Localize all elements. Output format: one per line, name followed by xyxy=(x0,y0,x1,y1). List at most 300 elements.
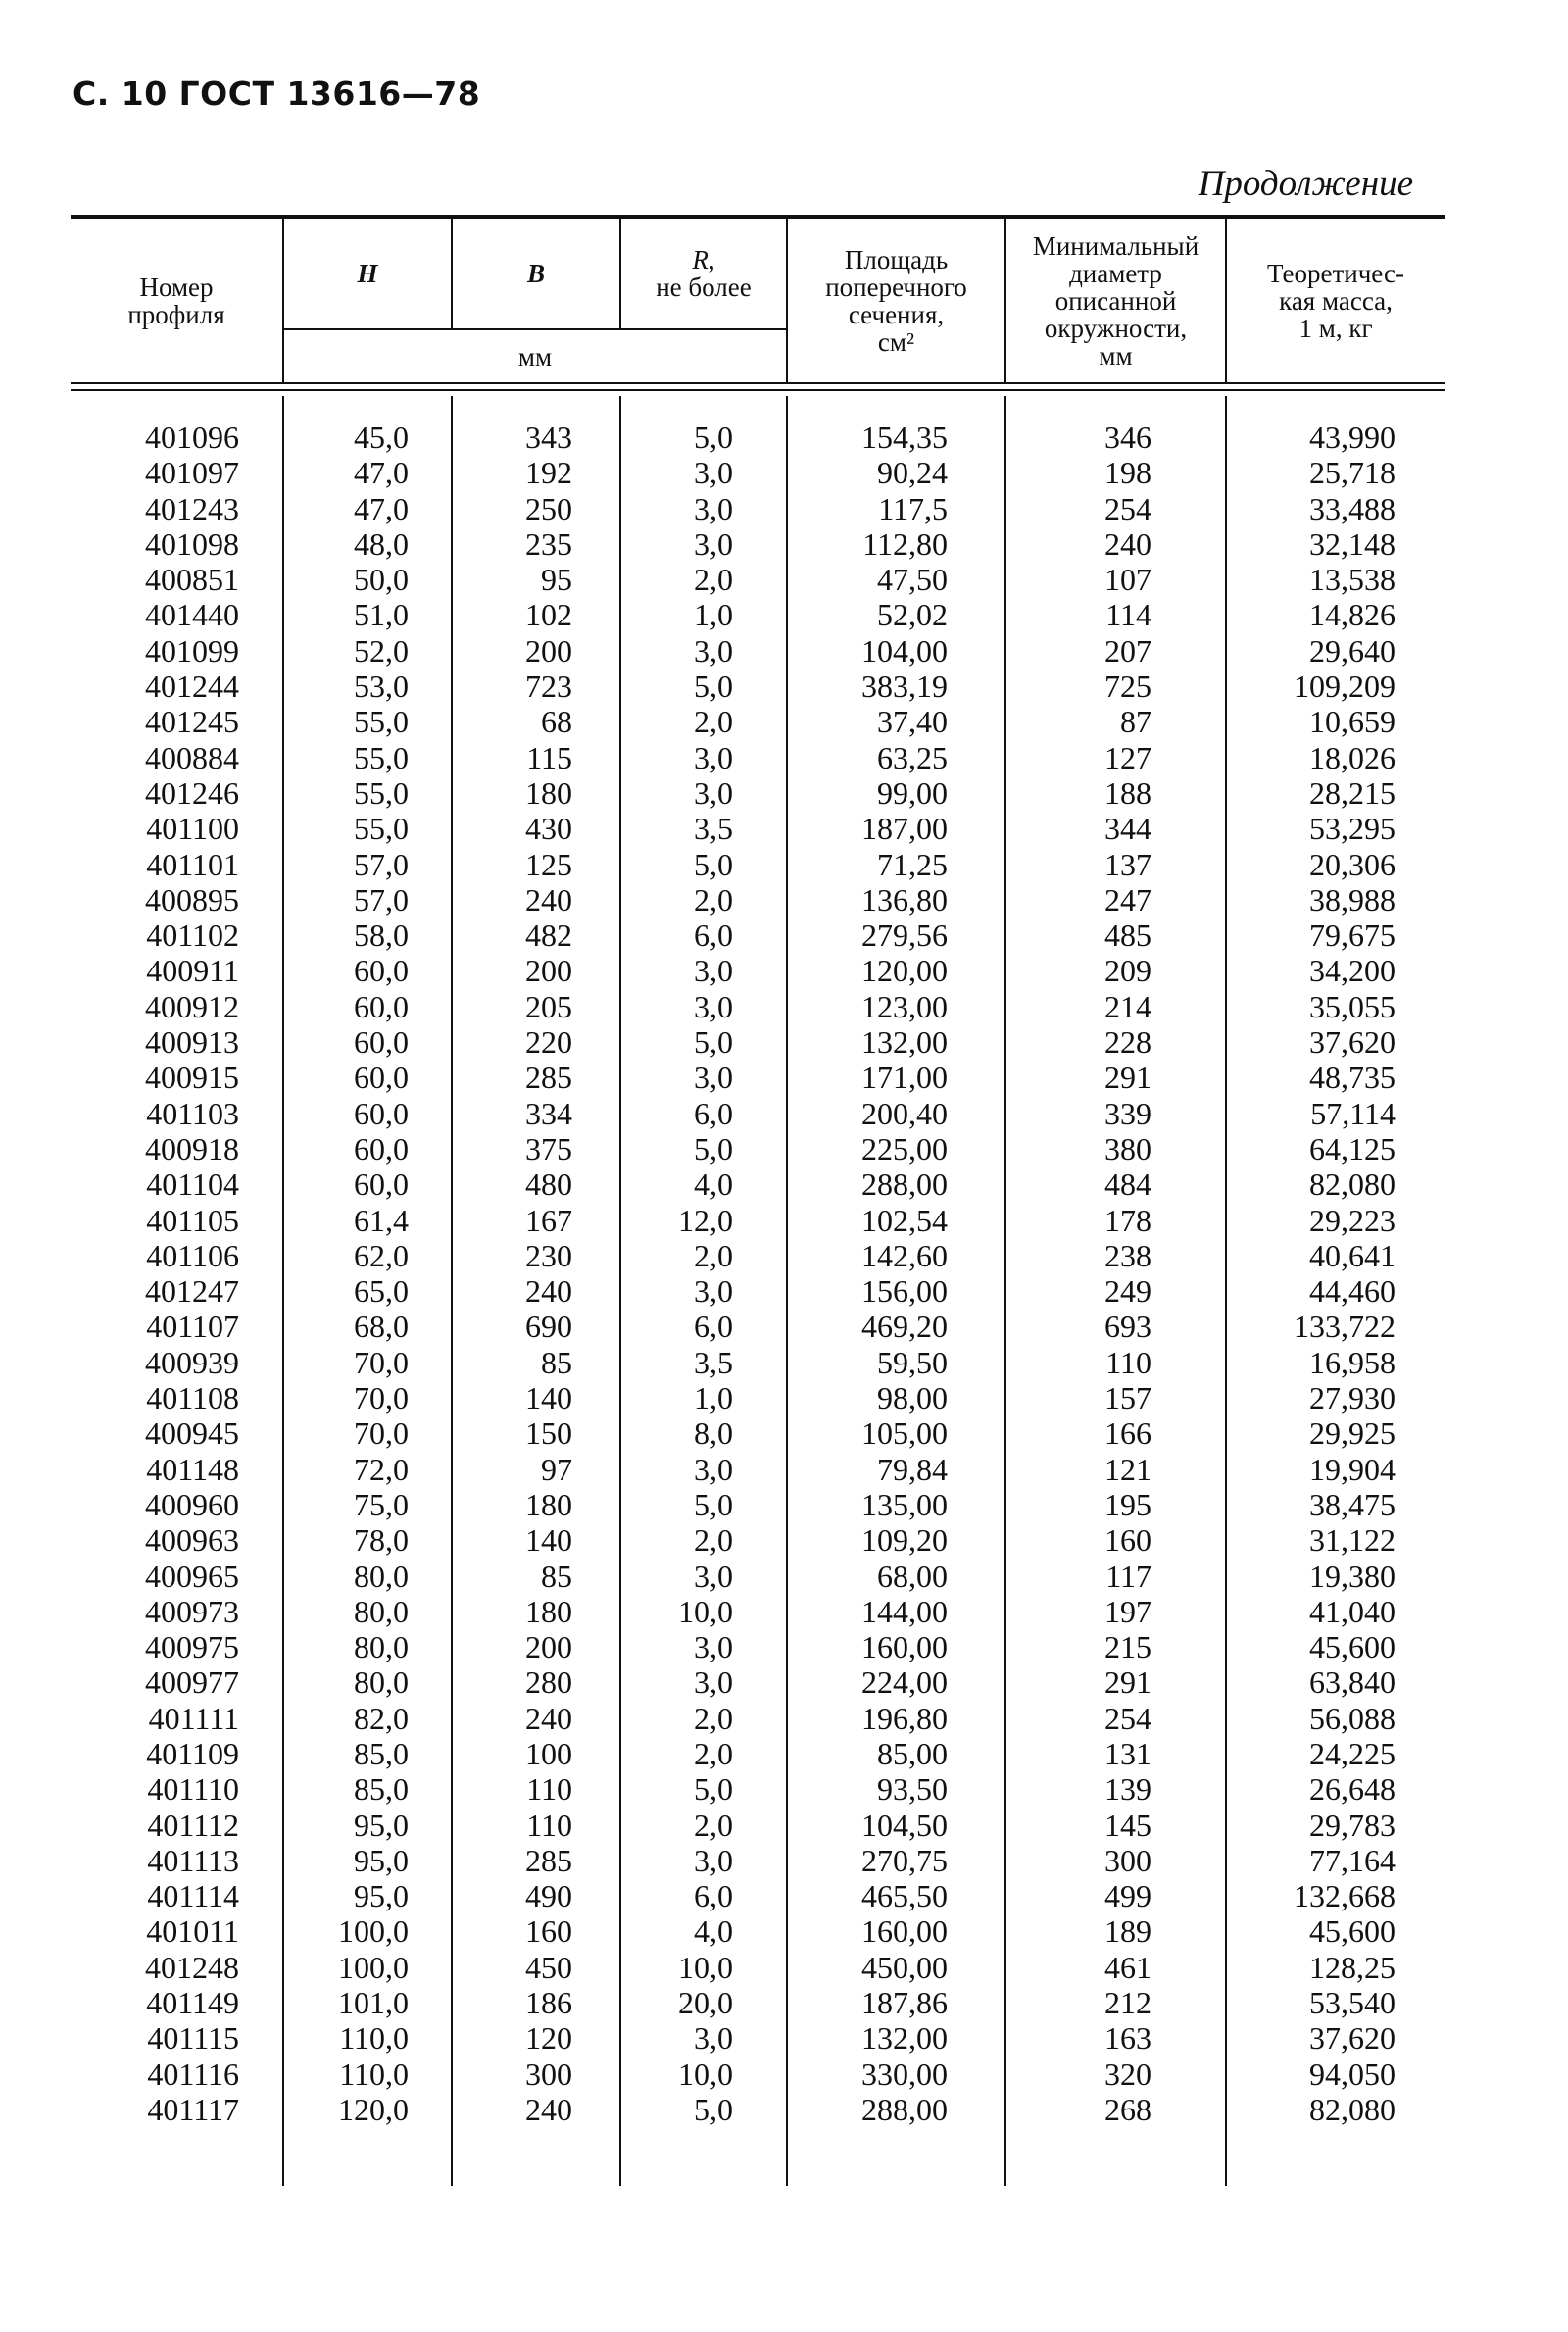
b-value: 115 xyxy=(526,739,572,775)
r-value: 5,0 xyxy=(694,1486,733,1522)
area-value: 136,80 xyxy=(861,881,948,918)
table-row xyxy=(71,2092,1445,2127)
mass-value: 45,600 xyxy=(1309,1913,1396,1950)
profile-number: 400911 xyxy=(146,953,239,989)
r-value: 12,0 xyxy=(678,1202,733,1238)
diameter-value: 484 xyxy=(1104,1166,1152,1203)
area-value: 79,84 xyxy=(877,1451,948,1487)
mass-value: 28,215 xyxy=(1309,774,1396,811)
area-value: 196,80 xyxy=(861,1700,948,1736)
area-value: 171,00 xyxy=(861,1060,948,1096)
h-value: 80,0 xyxy=(354,1664,409,1701)
h-value: 68,0 xyxy=(354,1309,409,1345)
table-row xyxy=(71,526,1445,562)
mass-value: 38,475 xyxy=(1309,1486,1396,1522)
table-row xyxy=(71,740,1445,775)
mass-value: 132,668 xyxy=(1294,1878,1396,1914)
profile-number: 400977 xyxy=(145,1664,239,1701)
mass-value: 56,088 xyxy=(1309,1700,1396,1736)
table-row xyxy=(71,918,1445,953)
diameter-value: 166 xyxy=(1104,1415,1152,1452)
b-value: 68 xyxy=(541,704,572,740)
area-value: 450,00 xyxy=(861,1949,948,1985)
b-value: 280 xyxy=(525,1664,572,1701)
diameter-value: 110 xyxy=(1105,1344,1152,1380)
profile-number: 400945 xyxy=(145,1415,239,1452)
diameter-value: 117 xyxy=(1105,1558,1152,1594)
r-value: 3,0 xyxy=(694,988,733,1024)
area-value: 104,50 xyxy=(861,1807,948,1843)
mass-value: 26,648 xyxy=(1309,1771,1396,1808)
mass-value: 14,826 xyxy=(1309,597,1396,633)
b-value: 285 xyxy=(525,1060,572,1096)
diameter-value: 157 xyxy=(1104,1380,1152,1416)
diameter-value: 254 xyxy=(1104,490,1152,526)
h-value: 60,0 xyxy=(354,988,409,1024)
b-value: 285 xyxy=(525,1842,572,1878)
area-value: 142,60 xyxy=(861,1237,948,1273)
b-value: 343 xyxy=(525,420,572,455)
diameter-value: 380 xyxy=(1104,1130,1152,1166)
mass-value: 37,620 xyxy=(1309,2020,1396,2057)
mass-value: 35,055 xyxy=(1309,988,1396,1024)
b-value: 480 xyxy=(525,1166,572,1203)
mass-value: 94,050 xyxy=(1309,2056,1396,2092)
table-row xyxy=(71,1629,1445,1664)
area-value: 154,35 xyxy=(861,420,948,455)
h-value: 95,0 xyxy=(354,1878,409,1914)
area-value: 120,00 xyxy=(861,953,948,989)
b-value: 180 xyxy=(525,1593,572,1629)
header-unit: мм xyxy=(517,341,553,372)
b-value: 482 xyxy=(525,918,572,954)
area-value: 187,86 xyxy=(861,1985,948,2021)
r-value: 6,0 xyxy=(694,1878,733,1914)
header-area: Площадь поперечного сечения, см² xyxy=(825,244,967,357)
h-value: 47,0 xyxy=(354,455,409,491)
diameter-value: 291 xyxy=(1104,1060,1152,1096)
diameter-value: 215 xyxy=(1104,1629,1152,1665)
profile-number: 401099 xyxy=(145,632,239,669)
diameter-value: 499 xyxy=(1104,1878,1152,1914)
diameter-value: 121 xyxy=(1104,1451,1152,1487)
b-value: 240 xyxy=(525,881,572,918)
profile-number: 400913 xyxy=(145,1024,239,1061)
r-value: 4,0 xyxy=(694,1913,733,1950)
r-value: 2,0 xyxy=(694,562,733,598)
table-row xyxy=(71,775,1445,811)
table-row xyxy=(71,1878,1445,1913)
mass-value: 29,640 xyxy=(1309,632,1396,669)
mass-value: 24,225 xyxy=(1309,1735,1396,1771)
diameter-value: 320 xyxy=(1104,2056,1152,2092)
header-r: R, не более xyxy=(656,245,752,302)
mass-value: 48,735 xyxy=(1309,1060,1396,1096)
h-value: 100,0 xyxy=(338,1913,409,1950)
b-value: 192 xyxy=(525,455,572,491)
area-value: 90,24 xyxy=(877,455,948,491)
mass-value: 10,659 xyxy=(1309,704,1396,740)
h-value: 65,0 xyxy=(354,1273,409,1310)
r-value: 3,0 xyxy=(694,1273,733,1310)
table-row xyxy=(71,1487,1445,1522)
profile-number: 401103 xyxy=(146,1095,239,1131)
table-row xyxy=(71,811,1445,846)
b-value: 200 xyxy=(525,1629,572,1665)
r-value: 1,0 xyxy=(694,597,733,633)
table-row xyxy=(71,633,1445,669)
h-value: 75,0 xyxy=(354,1486,409,1522)
profile-number: 401098 xyxy=(145,525,239,562)
b-value: 230 xyxy=(525,1237,572,1273)
r-value: 5,0 xyxy=(694,846,733,882)
b-value: 85 xyxy=(541,1558,572,1594)
b-value: 150 xyxy=(525,1415,572,1452)
area-value: 288,00 xyxy=(861,2091,948,2127)
r-value: 5,0 xyxy=(694,2091,733,2127)
profile-number: 401112 xyxy=(147,1807,239,1843)
b-value: 690 xyxy=(525,1309,572,1345)
profile-number: 400915 xyxy=(145,1060,239,1096)
profile-number: 401149 xyxy=(146,1985,239,2021)
profile-number: 401246 xyxy=(145,774,239,811)
h-value: 70,0 xyxy=(354,1380,409,1416)
profile-number: 401148 xyxy=(146,1451,239,1487)
profile-number: 401104 xyxy=(146,1166,239,1203)
table-row xyxy=(71,882,1445,918)
r-value: 5,0 xyxy=(694,420,733,455)
r-value: 2,0 xyxy=(694,1237,733,1273)
b-value: 250 xyxy=(525,490,572,526)
r-value: 8,0 xyxy=(694,1415,733,1452)
area-value: 144,00 xyxy=(861,1593,948,1629)
mass-value: 32,148 xyxy=(1309,525,1396,562)
area-value: 132,00 xyxy=(861,1024,948,1061)
r-value: 3,0 xyxy=(694,953,733,989)
b-value: 100 xyxy=(525,1735,572,1771)
diameter-value: 163 xyxy=(1104,2020,1152,2057)
h-value: 110,0 xyxy=(339,2020,409,2057)
b-value: 85 xyxy=(541,1344,572,1380)
area-value: 71,25 xyxy=(877,846,948,882)
area-value: 288,00 xyxy=(861,1166,948,1203)
area-value: 93,50 xyxy=(877,1771,948,1808)
b-value: 102 xyxy=(525,597,572,633)
profile-number: 401107 xyxy=(146,1309,239,1345)
table-row xyxy=(71,1843,1445,1878)
profile-number: 401116 xyxy=(147,2056,239,2092)
b-value: 205 xyxy=(525,988,572,1024)
h-value: 95,0 xyxy=(354,1842,409,1878)
h-value: 101,0 xyxy=(338,1985,409,2021)
r-value: 6,0 xyxy=(694,918,733,954)
h-value: 85,0 xyxy=(354,1735,409,1771)
h-value: 70,0 xyxy=(354,1415,409,1452)
r-value: 3,0 xyxy=(694,1060,733,1096)
table-row xyxy=(71,1096,1445,1131)
profile-number: 400912 xyxy=(145,988,239,1024)
area-value: 135,00 xyxy=(861,1486,948,1522)
h-value: 53,0 xyxy=(354,669,409,705)
diameter-value: 249 xyxy=(1104,1273,1152,1310)
r-value: 3,0 xyxy=(694,1629,733,1665)
r-value: 3,0 xyxy=(694,774,733,811)
mass-value: 33,488 xyxy=(1309,490,1396,526)
profile-number: 401113 xyxy=(147,1842,239,1878)
r-value: 2,0 xyxy=(694,1700,733,1736)
diameter-value: 268 xyxy=(1104,2091,1152,2127)
area-value: 200,40 xyxy=(861,1095,948,1131)
header-bottom-rule xyxy=(71,382,1445,384)
b-value: 140 xyxy=(525,1522,572,1559)
area-value: 156,00 xyxy=(861,1273,948,1310)
mass-value: 31,122 xyxy=(1309,1522,1396,1559)
h-value: 78,0 xyxy=(354,1522,409,1559)
r-value: 2,0 xyxy=(694,1807,733,1843)
mass-value: 77,164 xyxy=(1309,1842,1396,1878)
table-row xyxy=(71,1024,1445,1060)
table-row xyxy=(71,1664,1445,1700)
h-value: 60,0 xyxy=(354,1060,409,1096)
mass-value: 43,990 xyxy=(1309,420,1396,455)
table-row xyxy=(71,847,1445,882)
r-value: 3,0 xyxy=(694,1664,733,1701)
diameter-value: 485 xyxy=(1104,918,1152,954)
mass-value: 82,080 xyxy=(1309,2091,1396,2127)
h-value: 55,0 xyxy=(354,739,409,775)
diameter-value: 189 xyxy=(1104,1913,1152,1950)
h-value: 55,0 xyxy=(354,774,409,811)
area-value: 112,80 xyxy=(862,525,948,562)
area-value: 47,50 xyxy=(877,562,948,598)
r-value: 2,0 xyxy=(694,1735,733,1771)
area-value: 160,00 xyxy=(861,1913,948,1950)
area-value: 330,00 xyxy=(861,2056,948,2092)
diameter-value: 300 xyxy=(1104,1842,1152,1878)
mass-value: 45,600 xyxy=(1309,1629,1396,1665)
diameter-value: 254 xyxy=(1104,1700,1152,1736)
diameter-value: 339 xyxy=(1104,1095,1152,1131)
profile-number: 401111 xyxy=(148,1700,239,1736)
mass-value: 38,988 xyxy=(1309,881,1396,918)
profile-number: 401243 xyxy=(145,490,239,526)
h-value: 62,0 xyxy=(354,1237,409,1273)
mass-value: 20,306 xyxy=(1309,846,1396,882)
b-value: 186 xyxy=(525,1985,572,2021)
mass-value: 53,295 xyxy=(1309,811,1396,847)
area-value: 270,75 xyxy=(861,1842,948,1878)
r-value: 3,0 xyxy=(694,455,733,491)
page-header: С. 10 ГОСТ 13616—78 xyxy=(73,74,481,113)
profile-number: 401096 xyxy=(145,420,239,455)
profile-number: 401100 xyxy=(146,811,239,847)
diameter-value: 725 xyxy=(1104,669,1152,705)
b-value: 240 xyxy=(525,2091,572,2127)
area-value: 279,56 xyxy=(861,918,948,954)
h-value: 82,0 xyxy=(354,1700,409,1736)
diameter-value: 195 xyxy=(1104,1486,1152,1522)
h-value: 80,0 xyxy=(354,1558,409,1594)
area-value: 105,00 xyxy=(861,1415,948,1452)
table-row xyxy=(71,1345,1445,1380)
diameter-value: 114 xyxy=(1105,597,1152,633)
mass-value: 13,538 xyxy=(1309,562,1396,598)
b-value: 95 xyxy=(541,562,572,598)
header-h: H xyxy=(357,259,378,288)
mass-value: 40,641 xyxy=(1309,1237,1396,1273)
r-value: 2,0 xyxy=(694,704,733,740)
profile-number: 401114 xyxy=(147,1878,239,1914)
mass-value: 79,675 xyxy=(1309,918,1396,954)
profile-number: 401105 xyxy=(146,1202,239,1238)
b-value: 167 xyxy=(525,1202,572,1238)
table-row xyxy=(71,1985,1445,2020)
diameter-value: 137 xyxy=(1104,846,1152,882)
mass-value: 133,722 xyxy=(1294,1309,1396,1345)
area-value: 224,00 xyxy=(861,1664,948,1701)
b-value: 490 xyxy=(525,1878,572,1914)
profile-number: 400965 xyxy=(145,1558,239,1594)
diameter-value: 346 xyxy=(1104,420,1152,455)
diameter-value: 197 xyxy=(1104,1593,1152,1629)
h-value: 85,0 xyxy=(354,1771,409,1808)
h-value: 60,0 xyxy=(354,953,409,989)
r-value: 3,5 xyxy=(694,811,733,847)
mass-value: 18,026 xyxy=(1309,739,1396,775)
table-row xyxy=(71,2057,1445,2092)
r-value: 3,0 xyxy=(694,1558,733,1594)
diameter-value: 198 xyxy=(1104,455,1152,491)
h-value: 120,0 xyxy=(338,2091,409,2127)
r-value: 10,0 xyxy=(678,1949,733,1985)
diameter-value: 209 xyxy=(1104,953,1152,989)
profile-number: 401097 xyxy=(145,455,239,491)
r-value: 3,0 xyxy=(694,2020,733,2057)
table-row xyxy=(71,989,1445,1024)
b-value: 240 xyxy=(525,1273,572,1310)
r-value: 5,0 xyxy=(694,1024,733,1061)
diameter-value: 145 xyxy=(1104,1807,1152,1843)
h-value: 45,0 xyxy=(354,420,409,455)
r-value: 3,0 xyxy=(694,1451,733,1487)
continuation-label: Продолжение xyxy=(1198,164,1413,204)
b-value: 240 xyxy=(525,1700,572,1736)
mass-value: 44,460 xyxy=(1309,1273,1396,1310)
area-value: 52,02 xyxy=(877,597,948,633)
b-value: 200 xyxy=(525,953,572,989)
b-value: 140 xyxy=(525,1380,572,1416)
table-row xyxy=(71,1701,1445,1736)
h-value: 60,0 xyxy=(354,1095,409,1131)
area-value: 383,19 xyxy=(861,669,948,705)
table-row xyxy=(71,597,1445,632)
table-row xyxy=(71,1559,1445,1594)
r-value: 4,0 xyxy=(694,1166,733,1203)
mass-value: 29,925 xyxy=(1309,1415,1396,1452)
b-value: 120 xyxy=(525,2020,572,2057)
b-value: 97 xyxy=(541,1451,572,1487)
r-value: 6,0 xyxy=(694,1309,733,1345)
r-value: 5,0 xyxy=(694,1130,733,1166)
profile-number: 400918 xyxy=(145,1130,239,1166)
area-value: 102,54 xyxy=(861,1202,948,1238)
h-value: 58,0 xyxy=(354,918,409,954)
b-value: 235 xyxy=(525,525,572,562)
mass-value: 53,540 xyxy=(1309,1985,1396,2021)
r-value: 3,0 xyxy=(694,525,733,562)
diameter-value: 240 xyxy=(1104,525,1152,562)
h-value: 60,0 xyxy=(354,1024,409,1061)
table-row xyxy=(71,1913,1445,1949)
area-value: 68,00 xyxy=(877,1558,948,1594)
diameter-value: 291 xyxy=(1104,1664,1152,1701)
diameter-value: 214 xyxy=(1104,988,1152,1024)
area-value: 98,00 xyxy=(877,1380,948,1416)
profile-number: 400939 xyxy=(145,1344,239,1380)
area-value: 465,50 xyxy=(861,1878,948,1914)
diameter-value: 228 xyxy=(1104,1024,1152,1061)
header-b: B xyxy=(526,259,545,288)
profile-number: 400895 xyxy=(145,881,239,918)
area-value: 109,20 xyxy=(861,1522,948,1559)
mass-value: 29,783 xyxy=(1309,1807,1396,1843)
b-value: 300 xyxy=(525,2056,572,2092)
h-value: 57,0 xyxy=(354,846,409,882)
mass-value: 109,209 xyxy=(1294,669,1396,705)
diameter-value: 344 xyxy=(1104,811,1152,847)
r-value: 3,0 xyxy=(694,490,733,526)
table-body xyxy=(71,420,1445,2127)
area-value: 85,00 xyxy=(877,1735,948,1771)
diameter-value: 212 xyxy=(1104,1985,1152,2021)
table-row xyxy=(71,420,1445,455)
mass-value: 128,25 xyxy=(1309,1949,1396,1985)
b-value: 110 xyxy=(526,1771,572,1808)
table-row xyxy=(71,1594,1445,1629)
profile-number: 400975 xyxy=(145,1629,239,1665)
r-value: 10,0 xyxy=(678,2056,733,2092)
b-value: 723 xyxy=(525,669,572,705)
header-bottom-rule-2 xyxy=(71,389,1445,391)
b-value: 110 xyxy=(526,1807,572,1843)
table-row xyxy=(71,562,1445,597)
table-row xyxy=(71,455,1445,490)
h-value: 110,0 xyxy=(339,2056,409,2092)
h-value: 60,0 xyxy=(354,1166,409,1203)
profile-number: 401245 xyxy=(145,704,239,740)
h-value: 55,0 xyxy=(354,811,409,847)
table-row xyxy=(71,953,1445,988)
area-value: 37,40 xyxy=(877,704,948,740)
r-value: 3,0 xyxy=(694,739,733,775)
h-value: 57,0 xyxy=(354,881,409,918)
table-row xyxy=(71,1238,1445,1273)
mass-value: 41,040 xyxy=(1309,1593,1396,1629)
area-value: 123,00 xyxy=(861,988,948,1024)
diameter-value: 160 xyxy=(1104,1522,1152,1559)
mass-value: 63,840 xyxy=(1309,1664,1396,1701)
mass-value: 16,958 xyxy=(1309,1344,1396,1380)
diameter-value: 693 xyxy=(1104,1309,1152,1345)
b-value: 180 xyxy=(525,1486,572,1522)
b-value: 430 xyxy=(525,811,572,847)
h-value: 70,0 xyxy=(354,1344,409,1380)
r-value: 1,0 xyxy=(694,1380,733,1416)
mass-value: 27,930 xyxy=(1309,1380,1396,1416)
h-value: 80,0 xyxy=(354,1593,409,1629)
table-row xyxy=(71,1166,1445,1202)
profile-number: 401108 xyxy=(146,1380,239,1416)
